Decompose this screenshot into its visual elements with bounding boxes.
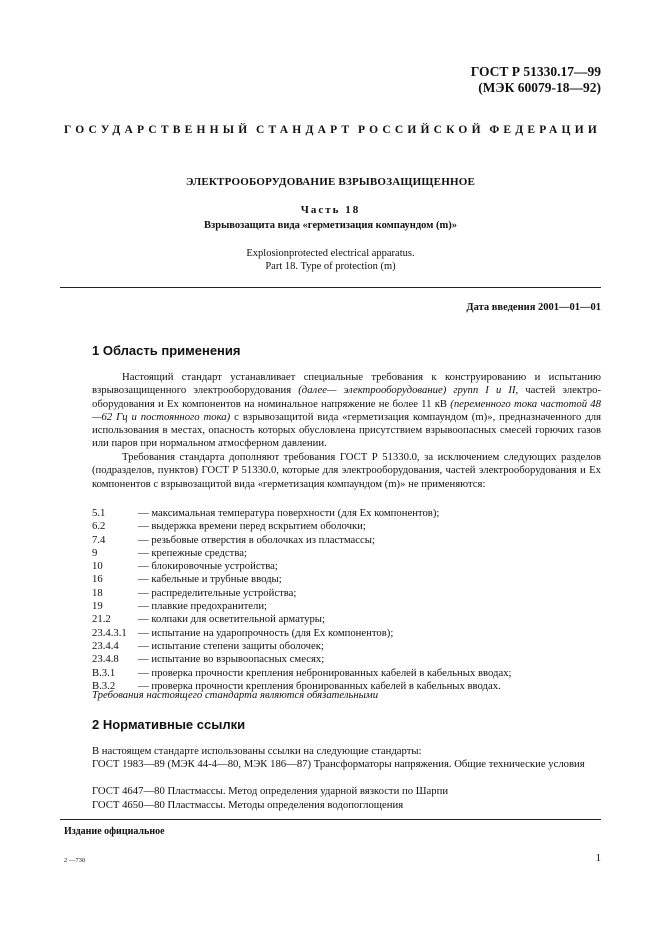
list-item <box>92 600 512 613</box>
state-word: ФЕДЕРАЦИИ <box>489 124 601 136</box>
document-title: ЭЛЕКТРООБОРУДОВАНИЕ ВЗРЫВОЗАЩИЩЕННОЕ <box>185 176 476 188</box>
print-code: 2 —730 <box>64 857 86 864</box>
footer-divider <box>60 819 601 820</box>
item-number: 10 <box>92 560 103 573</box>
state-word: СТАНДАРТ <box>256 124 354 136</box>
standard-number-line2: (МЭК 60079-18—92) <box>478 80 601 95</box>
item-text: — проверка прочности крепления небронированных кабелей в кабельных вводах; <box>138 666 512 679</box>
state-standard-heading <box>64 124 601 136</box>
item-number: 7.4 <box>92 533 106 546</box>
standard-number-line1: ГОСТ Р 51330.17—99 <box>470 64 601 79</box>
list-item <box>92 573 512 586</box>
item-number: 19 <box>92 600 103 613</box>
page-number: 1 <box>595 852 601 864</box>
para1-italic-2: (переменного тока частотой 48—62 Гц и постоянного тока) <box>92 397 601 423</box>
item-text: — колпаки для осветительной арматуры; <box>138 613 325 626</box>
divider <box>60 287 601 288</box>
introduction-date: Дата введения 2001—01—01 <box>466 302 601 313</box>
item-text: — испытание степени защиты оболочек; <box>138 639 324 652</box>
item-number: B.3.1 <box>92 666 116 679</box>
item-number: 6.2 <box>92 520 106 533</box>
section1-paragraph1 <box>92 371 601 451</box>
item-text: — плавкие предохранители; <box>138 600 268 613</box>
english-title-line1: Explosionprotected electrical apparatus. <box>246 248 415 259</box>
item-text: — испытание на ударопрочность (для Ex компонентов); <box>138 626 394 639</box>
section2-intro: В настоящем стандарте использованы ссылки на следующие стандарты: <box>92 745 422 757</box>
item-number: 16 <box>92 573 103 586</box>
reference-item: ГОСТ 4650—80 Пластмассы. Методы определения водопоглощения <box>92 799 404 811</box>
item-number: 23.4.3.1 <box>92 626 127 639</box>
section1-paragraph2: Требования стандарта дополняют требования ГОСТ Р 51330.0, за исключением следующих разделов (подразделов, пунктов) ГОСТ Р 51330.0, которые для электрооборудования, частей электрооборудования и Ex компонентов с взрывозащитой вида «герметизация компаундом (m)» не применяются: <box>92 451 601 490</box>
reference-item: ГОСТ 1983—89 (МЭК 44-4—80, МЭК 186—87) Трансформаторы напряжения. Общие технические условия <box>92 758 585 770</box>
exclusion-list <box>92 507 512 693</box>
mandatory-note: Требования настоящего стандарта являются обязательными <box>92 689 379 701</box>
list-item <box>92 667 512 680</box>
document-subtitle: Взрывозащита вида «герметизация компаундом (m)» <box>204 220 457 231</box>
state-word: ГОСУДАРСТВЕННЫЙ <box>64 124 252 136</box>
item-number: 21.2 <box>92 613 111 626</box>
item-text: — кабельные и трубные вводы; <box>138 573 282 586</box>
list-item <box>92 547 512 560</box>
item-number: B.3.2 <box>92 679 116 692</box>
reference-item: ГОСТ 4647—80 Пластмассы. Метод определения ударной вязкости по Шарпи <box>92 785 449 797</box>
item-number: 9 <box>92 546 98 559</box>
item-number: 5.1 <box>92 507 106 519</box>
item-text: — проверка прочности крепления бронированных кабелей в кабельных вводах. <box>138 679 501 692</box>
item-text: — распределительные устройства; <box>138 586 297 599</box>
item-text: — резьбовые отверстия в оболочках из пластмассы; <box>138 533 375 546</box>
para1-text-a: Настоящий стандарт устанавливает специальные требования к конструированию и испытанию взрывозащищенного электрооборудования <box>92 371 601 397</box>
list-item <box>92 640 512 653</box>
item-text: — испытание во взрывоопасных смесях; <box>138 653 325 666</box>
para1-italic-1: (далее— электрооборудование) групп I и II, <box>298 384 519 397</box>
section2-heading: 2 Нормативные ссылки <box>92 717 246 732</box>
item-number: 23.4.8 <box>92 653 119 666</box>
para1-text-c: с взрывозащитой вида «герметизация компаундом (m)», предназначенного для использования в местах, опасность которых обусловлена присутствием взрывоопасных смесей горючих газов или паров при нормальном атмосферном давлении. <box>92 410 602 450</box>
list-item <box>92 653 512 666</box>
para1-text-b: частей электрооборудования и Ex компонентов на номинальное напряжение не более 11 кВ <box>92 384 601 410</box>
list-item <box>92 587 512 600</box>
item-text: — крепежные средства; <box>138 546 247 559</box>
item-text: — блокировочные устройства; <box>138 560 278 573</box>
list-item <box>92 534 512 547</box>
english-title-line2: Part 18. Type of protection (m) <box>265 261 396 272</box>
part-label: Часть 18 <box>300 204 361 216</box>
list-item <box>92 520 512 533</box>
list-item <box>92 507 512 520</box>
section1-heading: 1 Область применения <box>92 343 241 358</box>
item-text: — выдержка времени перед вскрытием оболочки; <box>138 520 366 533</box>
list-item <box>92 627 512 640</box>
item-number: 23.4.4 <box>92 639 119 652</box>
official-edition-label: Издание официальное <box>64 826 165 837</box>
list-item <box>92 613 512 626</box>
standard-number <box>471 64 601 96</box>
list-item <box>92 560 512 573</box>
item-number: 18 <box>92 586 103 599</box>
state-word: РОССИЙСКОЙ <box>357 124 485 136</box>
item-text: — максимальная температура поверхности (для Ex компонентов); <box>138 507 440 519</box>
